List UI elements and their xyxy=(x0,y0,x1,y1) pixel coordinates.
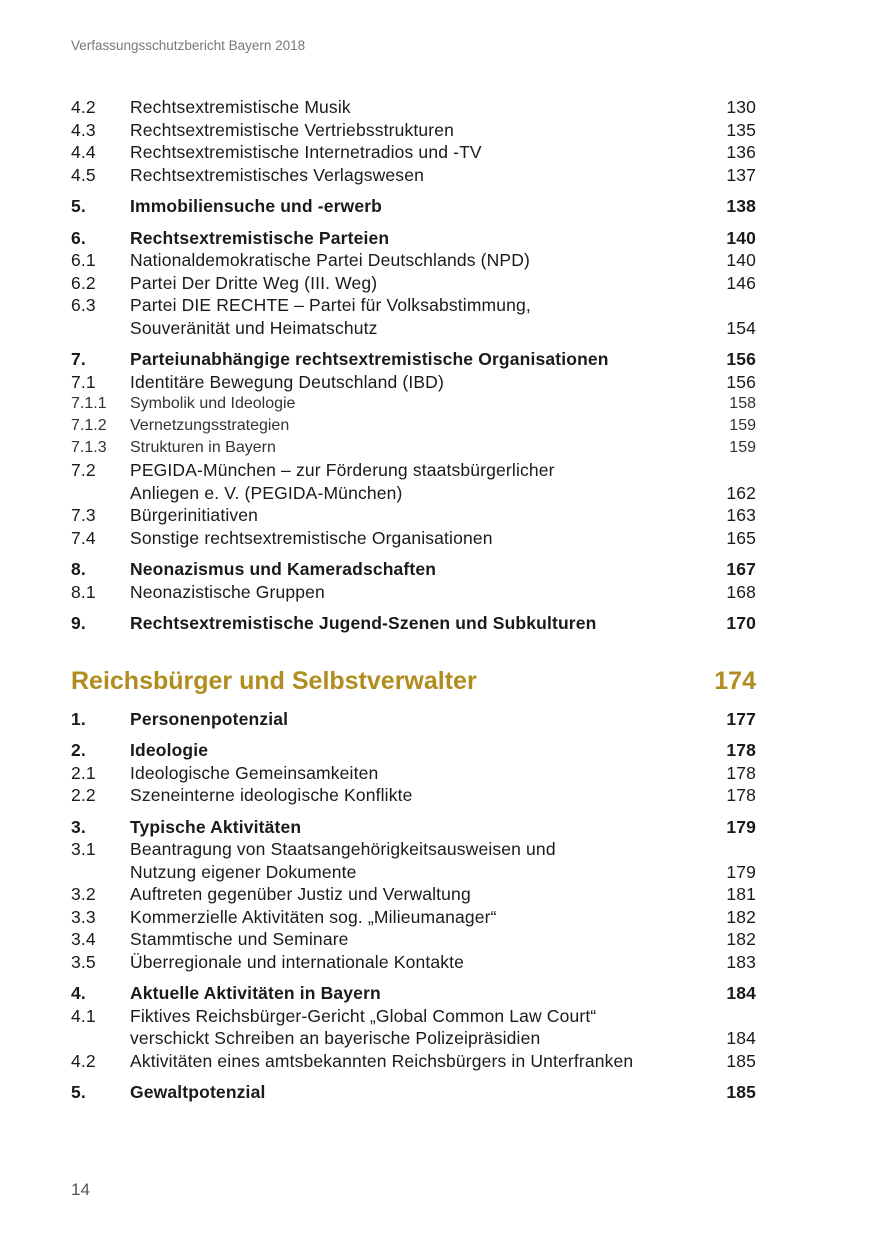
toc-entry[interactable] xyxy=(71,96,756,119)
entry-number: 7.1.2 xyxy=(71,417,107,434)
entry-title: Neonazistische Gruppen xyxy=(130,581,325,602)
entry-page: 183 xyxy=(726,951,756,972)
toc-chapter[interactable] xyxy=(71,612,756,635)
entry-title-line-1: Partei DIE RECHTE – Partei für Volksabstimmung, xyxy=(130,295,531,315)
entry-number: 4.4 xyxy=(71,142,96,162)
table-of-contents xyxy=(71,96,756,1104)
entry-number: 7. xyxy=(71,349,86,369)
entry-page: 137 xyxy=(726,164,756,185)
entry-title: Immobiliensuche und -erwerb xyxy=(130,196,383,216)
entry-page: 185 xyxy=(726,1050,756,1071)
entry-title: Ideologie xyxy=(130,740,209,760)
toc-chapter[interactable] xyxy=(71,348,756,371)
toc-entry[interactable] xyxy=(71,119,756,142)
toc-subentry[interactable] xyxy=(71,437,756,459)
toc-entry[interactable] xyxy=(71,141,756,164)
entry-page: 167 xyxy=(726,559,756,579)
toc-chapter[interactable] xyxy=(71,982,756,1005)
toc-entry[interactable] xyxy=(71,294,756,339)
entry-number: 8. xyxy=(71,559,86,579)
entry-page: 162 xyxy=(726,482,756,503)
entry-title: Ideologische Gemeinsamkeiten xyxy=(130,762,379,783)
entry-number: 4.2 xyxy=(71,1050,96,1071)
entry-title: Identitäre Bewegung Deutschland (IBD) xyxy=(130,371,444,392)
entry-page: 154 xyxy=(726,317,756,338)
entry-page: 130 xyxy=(726,97,756,117)
entry-title: Parteiunabhängige rechtsextremistische Organisationen xyxy=(130,349,609,369)
entry-number: 3.5 xyxy=(71,951,96,972)
entry-page: 178 xyxy=(726,740,756,760)
toc-chapter[interactable] xyxy=(71,708,756,731)
entry-page: 138 xyxy=(726,196,756,216)
entry-title-line-1: Fiktives Reichsbürger-Gericht „Global Common Law Court“ xyxy=(130,1005,597,1026)
entry-title xyxy=(130,459,708,504)
toc-entry[interactable] xyxy=(71,527,756,550)
toc-subentry[interactable] xyxy=(71,393,756,415)
entry-title xyxy=(130,294,708,339)
entry-number: 4.5 xyxy=(71,164,96,185)
entry-title: Szeneinterne ideologische Konflikte xyxy=(130,785,413,805)
entry-title: Bürgerinitiativen xyxy=(130,505,259,525)
entry-page: 146 xyxy=(726,272,756,293)
entry-title: Überregionale und internationale Kontakte xyxy=(130,951,465,972)
entry-number: 7.1.3 xyxy=(71,439,107,456)
entry-title: Aktuelle Aktivitäten in Bayern xyxy=(130,983,381,1003)
toc-entry[interactable] xyxy=(71,272,756,295)
entry-page: 185 xyxy=(726,1082,756,1102)
entry-page: 168 xyxy=(726,581,756,602)
entry-page: 140 xyxy=(726,227,756,248)
entry-title: Rechtsextremistische Jugend-Szenen und Subkulturen xyxy=(130,613,597,633)
section-heading-title: Reichsbürger und Selbstverwalter xyxy=(71,666,477,695)
entry-page: 136 xyxy=(726,142,756,162)
entry-number: 9. xyxy=(71,613,86,633)
entry-title-line-2: Nutzung eigener Dokumente xyxy=(130,861,357,882)
entry-page: 163 xyxy=(726,505,756,525)
entry-number: 3.4 xyxy=(71,929,96,949)
toc-entry[interactable] xyxy=(71,1005,756,1050)
entry-number: 5. xyxy=(71,1082,86,1102)
entry-title: Auftreten gegenüber Justiz und Verwaltung xyxy=(130,884,471,904)
toc-entry[interactable] xyxy=(71,784,756,807)
toc-entry[interactable] xyxy=(71,928,756,951)
entry-page: 182 xyxy=(726,929,756,949)
entry-number: 4.3 xyxy=(71,119,96,140)
toc-entry[interactable] xyxy=(71,164,756,187)
entry-number: 4.1 xyxy=(71,1005,96,1026)
section-heading-page: 174 xyxy=(714,666,756,695)
entry-page: 179 xyxy=(726,816,756,837)
entry-number: 2.2 xyxy=(71,785,96,805)
toc-entry[interactable] xyxy=(71,1050,756,1073)
toc-entry[interactable] xyxy=(71,883,756,906)
entry-page: 156 xyxy=(726,349,756,369)
toc-chapter[interactable] xyxy=(71,195,756,218)
toc-entry[interactable] xyxy=(71,459,756,504)
entry-page: 165 xyxy=(726,527,756,548)
entry-number: 6.2 xyxy=(71,272,96,293)
entry-title: Gewaltpotenzial xyxy=(130,1082,266,1102)
entry-page: 181 xyxy=(726,884,756,904)
entry-number: 4. xyxy=(71,983,86,1003)
entry-title: Rechtsextremistische Internetradios und -TV xyxy=(130,142,482,162)
entry-number: 2. xyxy=(71,740,86,760)
entry-page: 178 xyxy=(726,785,756,805)
entry-number: 3. xyxy=(71,816,86,837)
entry-title: Stammtische und Seminare xyxy=(130,929,349,949)
entry-page: 135 xyxy=(726,119,756,140)
entry-number: 4.2 xyxy=(71,97,96,117)
page-number: 14 xyxy=(71,1180,90,1199)
toc-entry[interactable] xyxy=(71,249,756,272)
entry-page: 156 xyxy=(726,371,756,392)
entry-number: 8.1 xyxy=(71,581,96,602)
entry-title: Kommerzielle Aktivitäten sog. „Milieumanager“ xyxy=(130,906,497,927)
toc-entry[interactable] xyxy=(71,504,756,527)
entry-page: 159 xyxy=(729,417,756,434)
entry-title: Rechtsextremistisches Verlagswesen xyxy=(130,164,424,185)
entry-page: 184 xyxy=(726,1028,756,1048)
entry-number: 3.2 xyxy=(71,884,96,904)
entry-number: 5. xyxy=(71,196,86,216)
entry-title: Personenpotenzial xyxy=(130,708,289,729)
entry-title: Nationaldemokratische Partei Deutschlands (NPD) xyxy=(130,250,530,270)
entry-number: 6. xyxy=(71,227,86,248)
toc-entry[interactable] xyxy=(71,371,756,394)
entry-page: 184 xyxy=(726,983,756,1003)
entry-number: 7.1 xyxy=(71,371,96,392)
entry-page: 159 xyxy=(729,439,756,456)
toc-entry[interactable] xyxy=(71,906,756,929)
entry-page: 178 xyxy=(726,762,756,783)
entry-title: Neonazismus und Kameradschaften xyxy=(130,559,437,579)
entry-title-line-1: PEGIDA-München – zur Förderung staatsbürgerlicher xyxy=(130,460,555,480)
toc-chapter[interactable] xyxy=(71,816,756,839)
entry-number: 6.1 xyxy=(71,250,96,270)
entry-title: Rechtsextremistische Parteien xyxy=(130,227,390,248)
toc-chapter[interactable] xyxy=(71,558,756,581)
toc-entry[interactable] xyxy=(71,951,756,974)
entry-title xyxy=(130,1005,708,1050)
toc-chapter[interactable] xyxy=(71,739,756,762)
toc-entry[interactable] xyxy=(71,762,756,785)
entry-number: 3.1 xyxy=(71,839,96,859)
entry-number: 1. xyxy=(71,708,86,729)
entry-page: 170 xyxy=(726,613,756,633)
entry-title-line-2: Anliegen e. V. (PEGIDA-München) xyxy=(130,482,403,503)
toc-chapter[interactable] xyxy=(71,1081,756,1104)
entry-number: 2.1 xyxy=(71,762,96,783)
entry-page: 158 xyxy=(729,395,756,412)
running-header: Verfassungsschutzbericht Bayern 2018 xyxy=(71,38,306,53)
toc-entry[interactable] xyxy=(71,581,756,604)
entry-title-line-2: verschickt Schreiben an bayerische Polizeipräsidien xyxy=(130,1028,541,1048)
entry-title: Rechtsextremistische Vertriebsstrukturen xyxy=(130,119,455,140)
entry-number: 3.3 xyxy=(71,906,96,927)
entry-number: 7.3 xyxy=(71,505,96,525)
entry-title: Rechtsextremistische Musik xyxy=(130,97,351,117)
entry-title: Partei Der Dritte Weg (III. Weg) xyxy=(130,272,378,293)
entry-number: 7.2 xyxy=(71,460,96,480)
entry-title: Vernetzungsstrategien xyxy=(130,417,290,434)
toc-subentry[interactable] xyxy=(71,415,756,437)
section-heading[interactable] xyxy=(71,666,756,696)
entry-number: 6.3 xyxy=(71,295,96,315)
entry-page: 179 xyxy=(726,861,756,882)
toc-chapter[interactable] xyxy=(71,227,756,250)
entry-page: 177 xyxy=(726,708,756,729)
entry-title-line-2: Souveränität und Heimatschutz xyxy=(130,317,378,338)
entry-title: Sonstige rechtsextremistische Organisationen xyxy=(130,527,493,548)
entry-number: 7.1.1 xyxy=(71,395,107,412)
entry-number: 7.4 xyxy=(71,527,96,548)
entry-page: 140 xyxy=(726,250,756,270)
entry-title: Aktivitäten eines amtsbekannten Reichsbürgers in Unterfranken xyxy=(130,1050,634,1071)
entry-title: Symbolik und Ideologie xyxy=(130,395,296,412)
entry-page: 182 xyxy=(726,906,756,927)
entry-title: Strukturen in Bayern xyxy=(130,439,276,456)
entry-title: Typische Aktivitäten xyxy=(130,816,302,837)
toc-entry[interactable] xyxy=(71,838,756,883)
entry-title xyxy=(130,838,708,883)
entry-title-line-1: Beantragung von Staatsangehörigkeitsausweisen und xyxy=(130,839,556,859)
